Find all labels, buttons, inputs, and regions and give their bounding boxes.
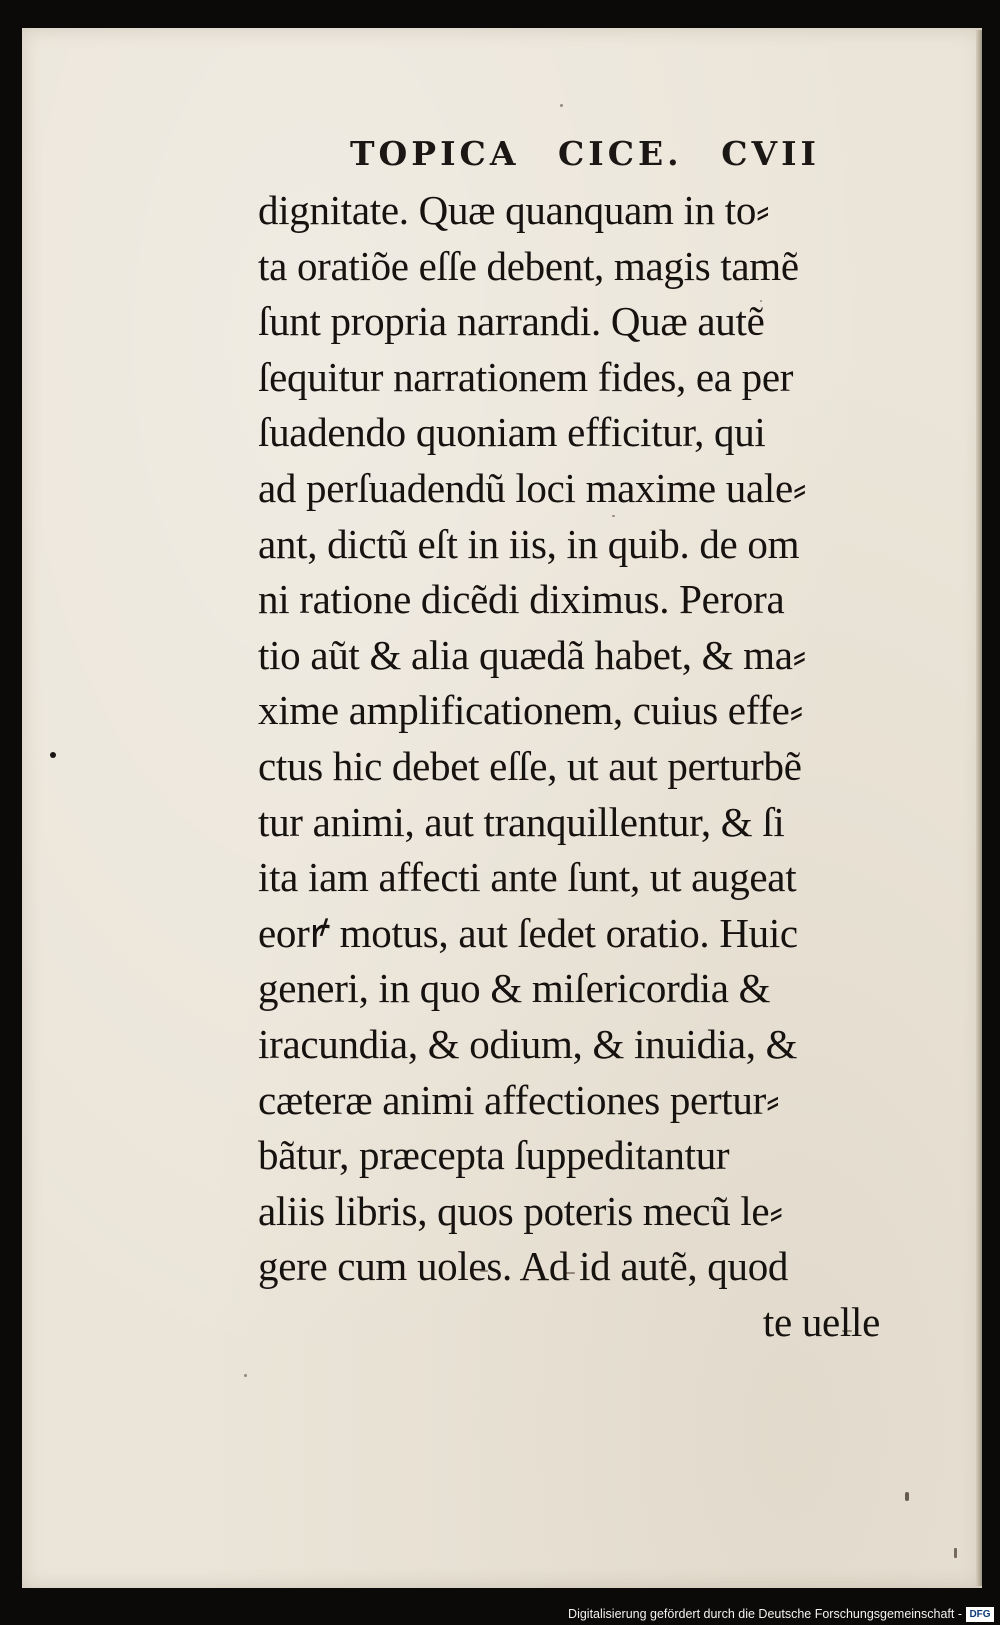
margin-mark [50, 752, 56, 758]
text-line: bãtur, præcepta ſuppeditantur [258, 1132, 730, 1179]
text-line: ſequitur narrationem fides, ea per [258, 353, 794, 400]
text-line: gere cum uoles. Ad id autẽ, quod [258, 1243, 789, 1290]
catchword: te uelle [762, 1298, 880, 1345]
running-head-center: CICE. [558, 133, 683, 173]
text-line: ctus hic debet eſſe, ut aut perturbẽ [258, 742, 802, 789]
text-line: eorꝵ motus, aut ſedet oratio. Huic [258, 909, 798, 956]
text-line: iracundia, & odium, & inuidia, & [258, 1020, 798, 1067]
page-edge [976, 30, 982, 1586]
text-line: ta oratiõe eſſe debent, magis tamẽ [258, 242, 799, 289]
text-line: generi, in quo & miſericordia & [258, 965, 771, 1012]
body-text [258, 183, 898, 1350]
running-head-left: TOPICA [350, 133, 520, 173]
text-line: ni ratione dicẽdi diximus. Perora [258, 576, 785, 623]
text-line: cæteræ animi affectiones pertur⸗ [258, 1076, 780, 1123]
text-line: ita iam affecti ante ſunt, ut augeat [258, 854, 797, 901]
text-line: ſuadendo quoniam efficitur, qui [258, 409, 766, 456]
text-line: aliis libris, quos poteris mecũ le⸗ [258, 1187, 783, 1234]
dfg-logo: DFG [966, 1607, 994, 1622]
text-line: ant, dictũ eſt in iis, in quib. de om [258, 520, 800, 567]
text-line: tio aũt & alia quædã habet, & ma⸗ [258, 631, 807, 678]
text-line: ſunt propria narrandi. Quæ autẽ [258, 298, 765, 345]
running-head [350, 128, 820, 178]
text-line: dignitate. Quæ quanquam in to⸗ [258, 187, 770, 233]
text-line: ad perſuadendũ loci maxime uale⸗ [258, 464, 807, 511]
text-line: xime amplificationem, cuius effe⸗ [258, 687, 803, 734]
digitization-credit: Digitalisierung gefördert durch die Deutsche Forschungsgemeinschaft - [568, 1607, 962, 1621]
running-head-folio: CVII [721, 133, 820, 173]
text-line: tur animi, aut tranquillentur, & ſi [258, 798, 785, 845]
